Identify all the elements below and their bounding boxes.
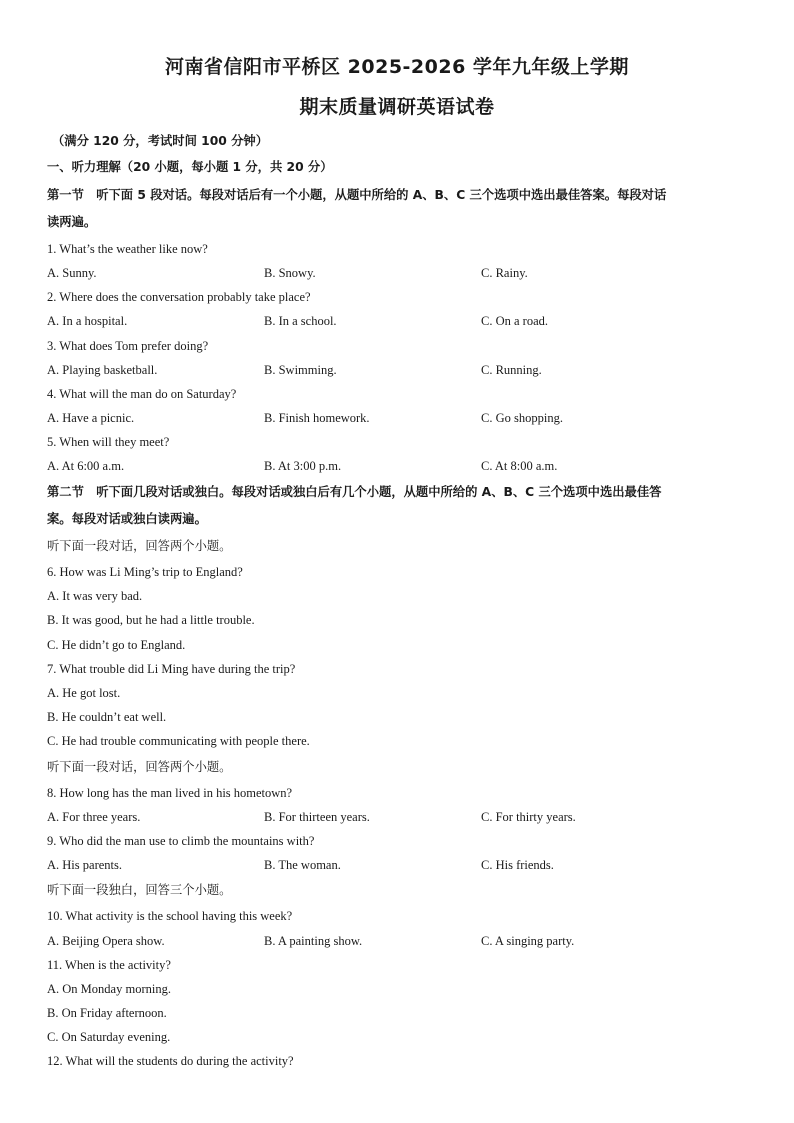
option-c: C. At 8:00 a.m. (481, 459, 558, 473)
option-b: B. Snowy. (264, 266, 316, 280)
option-b: B. He couldn’t eat well. (47, 710, 167, 724)
option-c: C. On Saturday evening. (47, 1030, 171, 1044)
option-a: A. Have a picnic. (47, 411, 135, 425)
part1-heading: 一、听力理解（20 小题，每小题 1 分，共 20 分） (47, 160, 333, 174)
option-a: A. At 6:00 a.m. (47, 459, 125, 473)
option-a: A. He got lost. (47, 686, 121, 700)
option-c: C. A singing party. (481, 934, 575, 948)
option-b: B. In a school. (264, 314, 337, 328)
question-stem: 9. Who did the man use to climb the mountains with? (47, 834, 315, 848)
exam-title-line1: 河南省信阳市平桥区 2025-2026 学年九年级上学期 (165, 56, 629, 78)
option-a: A. His parents. (47, 858, 122, 872)
question-stem: 6. How was Li Ming’s trip to England? (47, 565, 243, 579)
option-c: C. Go shopping. (481, 411, 563, 425)
dialogue-instruction: 听下面一段对话，回答两个小题。 (47, 760, 232, 774)
option-b: B. At 3:00 p.m. (264, 459, 342, 473)
option-b: B. On Friday afternoon. (47, 1006, 167, 1020)
dialogue-instruction: 听下面一段对话，回答两个小题。 (47, 539, 232, 553)
section2-instructions-cont: 案。每段对话或独白读两遍。 (47, 512, 207, 526)
section2-instructions: 第二节 听下面几段对话或独白。每段对话或独白后有几个小题，从题中所给的 A、B、C 三个选项中选出最佳答 (47, 485, 662, 499)
option-c: C. Rainy. (481, 266, 528, 280)
option-b: B. A painting show. (264, 934, 363, 948)
question-stem: 1. What’s the weather like now? (47, 242, 208, 256)
question-stem: 10. What activity is the school having this week? (47, 909, 293, 923)
option-c: C. His friends. (481, 858, 554, 872)
option-b: B. It was good, but he had a little trouble. (47, 613, 255, 627)
option-c: C. He didn’t go to England. (47, 638, 186, 652)
question-stem: 2. Where does the conversation probably take place? (47, 290, 311, 304)
question-stem: 5. When will they meet? (47, 435, 170, 449)
option-a: A. For three years. (47, 810, 141, 824)
option-a: A. It was very bad. (47, 589, 143, 603)
option-b: B. The woman. (264, 858, 341, 872)
section1-instructions: 第一节 听下面 5 段对话。每段对话后有一个小题，从题中所给的 A、B、C 三个选项中选出最佳答案。每段对话 (47, 188, 667, 202)
question-stem: 7. What trouble did Li Ming have during the trip? (47, 662, 296, 676)
option-c: C. On a road. (481, 314, 548, 328)
question-stem: 3. What does Tom prefer doing? (47, 339, 209, 353)
option-c: C. For thirty years. (481, 810, 576, 824)
question-stem: 4. What will the man do on Saturday? (47, 387, 237, 401)
question-stem: 11. When is the activity? (47, 958, 171, 972)
option-b: B. Swimming. (264, 363, 337, 377)
option-a: A. Sunny. (47, 266, 97, 280)
option-b: B. Finish homework. (264, 411, 370, 425)
exam-title-line2: 期末质量调研英语试卷 (299, 96, 495, 118)
option-a: A. Beijing Opera show. (47, 934, 165, 948)
monologue-instruction: 听下面一段独白，回答三个小题。 (47, 883, 232, 897)
question-stem: 12. What will the students do during the activity? (47, 1054, 294, 1068)
option-c: C. Running. (481, 363, 542, 377)
exam-info: （满分 120 分，考试时间 100 分钟） (52, 134, 269, 148)
question-stem: 8. How long has the man lived in his hometown? (47, 786, 293, 800)
option-a: A. On Monday morning. (47, 982, 171, 996)
option-b: B. For thirteen years. (264, 810, 370, 824)
option-a: A. Playing basketball. (47, 363, 158, 377)
section1-instructions-cont: 读两遍。 (47, 215, 97, 229)
option-c: C. He had trouble communicating with people there. (47, 734, 310, 748)
option-a: A. In a hospital. (47, 314, 128, 328)
